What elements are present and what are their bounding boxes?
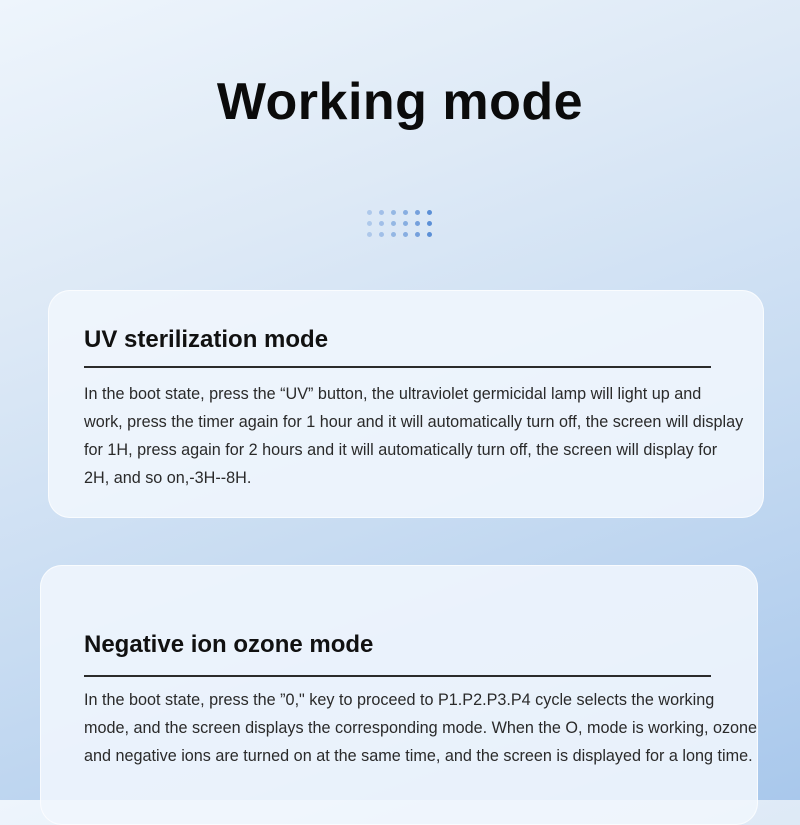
dot bbox=[367, 232, 372, 237]
section-title: UV sterilization mode bbox=[84, 326, 329, 353]
dot bbox=[403, 221, 408, 226]
dot bbox=[415, 232, 420, 237]
section-description: In the boot state, press the ”0," key to proceed to P1.P2.P3.P4 cycle selects the working mode, and the screen displays the corresponding mode. When the O, mode is working, ozone and negative ions are turned on at the same time, and the screen is displayed for a long time. bbox=[84, 691, 758, 765]
dot-grid-icon bbox=[367, 210, 432, 237]
dot bbox=[379, 221, 384, 226]
dot bbox=[415, 221, 420, 226]
dot bbox=[379, 210, 384, 215]
dot bbox=[379, 232, 384, 237]
section-divider bbox=[84, 675, 711, 677]
negative-ion-ozone-card bbox=[40, 565, 758, 825]
dot bbox=[427, 210, 432, 215]
section-divider bbox=[84, 366, 711, 368]
page-title: Working mode bbox=[216, 73, 584, 131]
dot bbox=[403, 232, 408, 237]
dot bbox=[415, 210, 420, 215]
dot bbox=[367, 210, 372, 215]
dot bbox=[427, 232, 432, 237]
dot bbox=[391, 232, 396, 237]
uv-sterilization-card bbox=[48, 290, 764, 518]
dot bbox=[391, 210, 396, 215]
dot bbox=[391, 221, 396, 226]
dot bbox=[403, 210, 408, 215]
dot bbox=[427, 221, 432, 226]
dot bbox=[367, 221, 372, 226]
section-description: In the boot state, press the “UV” button, the ultraviolet germicidal lamp will light up and work, press the timer again for 1 hour and it will automatically turn off, the screen will display for 1H, press again for 2 hours and it will automatically turn off, the screen will display for 2H, and so on,-3H--8H. bbox=[84, 385, 744, 487]
section-title: Negative ion ozone mode bbox=[84, 631, 374, 658]
